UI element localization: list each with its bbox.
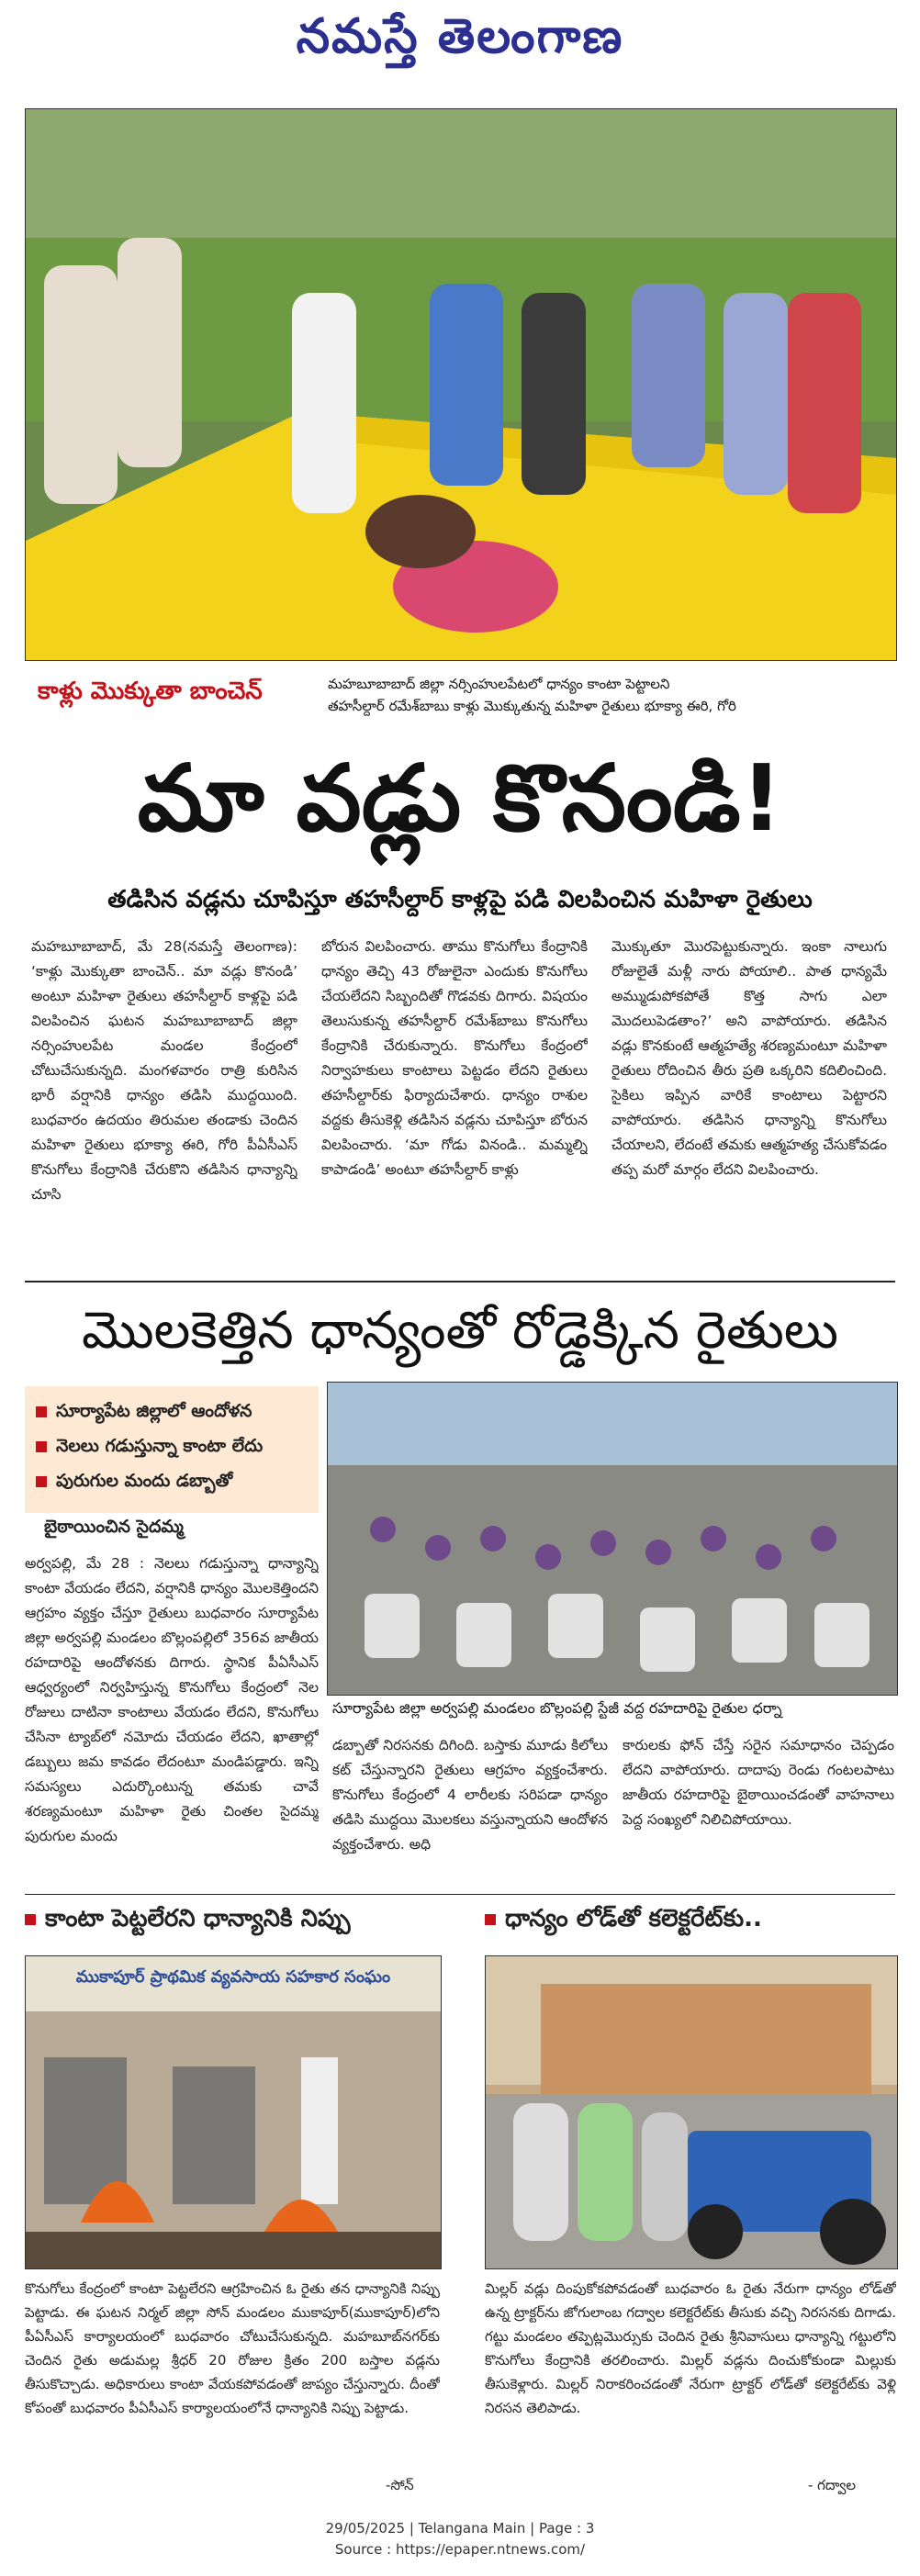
bottom-right-heading bbox=[485, 1905, 896, 1938]
top-col-1: మహబూబాబాద్, మే 28(నమస్తే తెలంగాణ): ‘కాళ్లు మొక్కుతా బాంచెన్.. మా వడ్లు కొనండి’ అంటూ మహిళా రైతులు తహసీల్దార్ కాళ్లపై పడి విలపించిన ఘటన మహబూబాబాద్ జిల్లా నర్సింహులపేట మండల కేంద్రంలో చోటుచేసుకున్నది. మంగళవారం రాత్రి కురిసిన భారీ వర్షానికి ధాన్యం తడిసి ముద్దయింది. బుధవారం ఉదయం తిరుమల తండాకు చెందిన మహిళా రైతులు భూక్యా ఈరి, గోరి పీఏసీఎస్ కొనుగోలు కేంద్రానికి చేరుకొని తడిసిన ధాన్యాన్ని చూసి bbox=[31, 938, 297, 1203]
bullet-icon bbox=[36, 1406, 47, 1417]
bullet-icon bbox=[25, 1914, 36, 1925]
top-photo-caption bbox=[25, 668, 895, 723]
divider bbox=[25, 1894, 895, 1895]
fire-photo bbox=[25, 1955, 442, 2269]
middle-bullets-box bbox=[25, 1386, 319, 1513]
footer-date-line: 29/05/2025 | Telangana Main | Page : 3 bbox=[325, 2520, 595, 2537]
bottom-right-text: మిల్లర్ వడ్లు దింపుకోకపోవడంతో బుధవారం ఓ రైతు నేరుగా ధాన్యం లోడ్‌తో ఉన్న ట్రాక్టర్‌ను జోగులాంబ గద్వాల కలెక్టరేట్‌కు తీసుకు వచ్చి నిరసనకు దిగాడు. గట్టు మండలం తప్పెట్లమొర్సుకు చెందిన రైతు శ్రీనివాసులు ధాన్యాన్ని గట్టులోని కొనుగోలు కేంద్రానికి తరలించారు. మిల్లర్ వడ్లను దించుకోకుండా మిల్లుకు తీసుకెళ్లారు. మిల్లర్ నిరాకరించడంతో నేరుగా ట్రాక్టర్ లోడ్‌తో కలెక్టరేట్‌కు వెళ్లి నిరసన తెలిపాడు. bbox=[485, 2280, 896, 2416]
masthead-title: నమస్తే తెలంగాణ bbox=[296, 8, 624, 64]
main-headline: మా వడ్లు కొనండి! bbox=[137, 745, 783, 852]
footer-source: Source : https://epaper.ntnews.com/ bbox=[334, 2541, 586, 2558]
caption-line-1: మహబూబాబాద్ జిల్లా నర్సింహులపేటలో ధాన్యం కాంటా పెట్టాలని bbox=[328, 676, 670, 692]
bullet-text: నెలలు గడుస్తున్నా కాంటా లేదు bbox=[56, 1436, 264, 1456]
middle-left-col: అర్వపల్లి, మే 28 : నెలలు గడుస్తున్నా ధాన్యాన్ని కాంటా వేయడం లేదని, వర్షానికి ధాన్యం మొలకెత్తిందని ఆగ్రహం వ్యక్తం చేస్తూ రైతులు బుధవారం సూర్యాపేట జిల్లా అర్వపల్లి మండలం బొల్లంపల్లిలో 356వ జాతీయ రహదారిపై ఆందోళనకు దిగారు. స్థానిక పీఏసీఎస్ ఆధ్వర్యంలో నిర్వహిస్తున్న కొనుగోలు కేంద్రంలో నెల రోజులు దాటినా కాంటాలు వేయడం లేదని, కొనుగోలు చేసినా ట్యాబ్‌లో నమోదు చేయడం లేదని, ఖాతాల్లో డబ్బులు జమ కావడం లేదంటూ మండిపడ్డారు. ఇన్ని సమస్యలు ఎదుర్కొంటున్న తమకు చావే శరణ్యమంటూ మహిళా రైతు చింతల సైదమ్మ పురుగుల మందు bbox=[25, 1555, 319, 1844]
bottom-left-heading bbox=[25, 1905, 447, 1938]
bottom-left-heading-text: కాంటా పెట్టలేరని ధాన్యానికి నిప్పు bbox=[45, 1905, 351, 1932]
top-col-3: మొక్కుతూ మొరపెట్టుకున్నారు. ఇంకా నాలుగు రోజులైతే మళ్లీ నారు పోయాలి.. పాత ధాన్యమే అమ్ముడుపోకపోతే కొత్త సాగు ఎలా మొదలుపెడతాం?’ అని వాపోయారు. తడిసిన వడ్లు కొనకుంటే ఆత్మహత్యే శరణ్యమంటూ మహిళా రైతులు రోదించిన తీరు ప్రతి ఒక్కరిని కదిలించింది. సైకిలు ఇప్పిన వారికే కాంటాలు పెట్టారని వాపోయారు. తడిసిన ధాన్యాన్ని కొనుగోలు చేయాలని, లేదంటే తమకు ఆత్మహత్య చేసుకోవడం తప్ప మరో మార్గం లేదని విలపించారు. bbox=[611, 938, 887, 1178]
bullet-icon bbox=[36, 1476, 47, 1487]
farmers-tarp-illustration bbox=[26, 109, 896, 660]
main-subhead: తడిసిన వడ్లను చూపిస్తూ తహసీల్దార్ కాళ్లపై పడి విలపించిన మహిళా రైతులు bbox=[107, 886, 813, 913]
bullet-icon bbox=[485, 1914, 496, 1925]
bottom-right-heading-text: ధాన్యం లోడ్‌తో కలెక్టరేట్‌కు.. bbox=[505, 1905, 762, 1932]
protest-photo bbox=[327, 1382, 898, 1696]
tractor-photo bbox=[485, 1955, 898, 2269]
bullet-item bbox=[36, 1428, 308, 1463]
masthead bbox=[0, 0, 920, 92]
building-sign: ముకాపూర్ ప్రాథమిక వ్యవసాయ సహకార సంఘం bbox=[75, 1967, 391, 1987]
bullet-item bbox=[36, 1463, 308, 1498]
protest-photo-caption: సూర్యాపేట జిల్లా అర్వపల్లి మండలం బొల్లంపల్లి స్టేజీ వద్ద రహదారిపై రైతుల ధర్నా bbox=[332, 1699, 782, 1717]
bottom-right-credit: - గద్వాల bbox=[808, 2477, 857, 2493]
top-photo bbox=[25, 108, 897, 661]
caption-tag: కాళ్లు మొక్కుతా బాంచెన్ bbox=[38, 678, 263, 705]
bullet-text: పురుగుల మందు డబ్బాతో bbox=[56, 1471, 233, 1491]
caption-line-2: తహసీల్దార్ రమేశ్‌బాబు కాళ్లు మొక్కుతున్న మహిళా రైతులు భూక్యా ఈరి, గోరి bbox=[328, 698, 736, 714]
road-protest-illustration bbox=[328, 1383, 897, 1695]
bullet-item bbox=[36, 1394, 308, 1428]
collectorate-tractor-illustration bbox=[486, 1956, 897, 2268]
divider bbox=[25, 1281, 895, 1282]
bullet-icon bbox=[36, 1441, 47, 1452]
bottom-left-text: కొనుగోలు కేంద్రంలో కాంటా పెట్టలేరని ఆగ్రహించిన ఓ రైతు తన ధాన్యానికి నిప్పు పెట్టాడు. ఈ ఘటన నిర్మల్ జిల్లా సోన్ మండలం ముకాపూర్(ముకాపూర్)లోని పీఏసీఎస్ కార్యాలయంలో బుధవారం చోటుచేసుకున్నది. మహబూబ్‌నగర్‌కు చెందిన రైతు అడుమల్ల శ్రీధర్ 20 రోజుల క్రితం 200 బస్తాల వడ్లను తీసుకొచ్చాడు. అధికారులు కాంటా వేయకపోవడంతో జాప్యం చేస్తున్నారు. దీంతో కోపంతో బుధవారం పీఏసీఎస్ కార్యాలయంలోనే ధాన్యానికి నిప్పు పెట్టాడు. bbox=[25, 2280, 440, 2416]
top-col-2: బోరున విలపించారు. తాము కొనుగోలు కేంద్రానికి ధాన్యం తెచ్చి 43 రోజులైనా ఎందుకు కొనుగోలు చేయలేదని సిబ్బందితో గొడవకు దిగారు. విషయం తెలుసుకున్న తహసీల్దార్ రమేశ్‌బాబు కొనుగోలు కేంద్రానికి చేరుకున్నారు. కొనుగోలు కేంద్రంలో నిర్వాహకులు కాంటాలు పెట్టడం లేదని రైతులు తహసీల్దార్‌కు ఫిర్యాదుచేశారు. ధాన్యం రాశుల వద్దకు తీసుకెళ్లి తడిసిన వడ్లను చూపిస్తూ బోరున విలపించారు. ‘మా గోడు వినండి.. మమ్మల్ని కాపాడండి’ అంటూ తహసీల్దార్ కాళ్లు bbox=[321, 938, 588, 1178]
bullet-text: సూర్యాపేట జిల్లాలో ఆందోళన bbox=[56, 1401, 252, 1421]
middle-headline: మొలకెత్తిన ధాన్యంతో రోడ్డెక్కిన రైతులు bbox=[82, 1301, 838, 1361]
middle-col-2: డబ్బాతో నిరసనకు దిగింది. బస్తాకు మూడు కిలోలు కట్ చేస్తున్నారని రైతులు ఆగ్రహం వ్యక్తంచేశారు. కొనుగోలు కేంద్రంలో 4 లారీలకు సరిపడా ధాన్యం తడిసి ముద్దయి మొలకలు వస్తున్నాయని ఆందోళన వ్యక్తంచేశారు. అధి bbox=[332, 1737, 608, 1853]
bottom-left-credit: -సోన్ bbox=[386, 2477, 414, 2493]
burning-building-illustration bbox=[26, 1956, 441, 2268]
bullet-tail: బైఠాయించిన సైదమ్మ bbox=[44, 1517, 184, 1537]
middle-col-3: కారులకు ఫోన్ చేస్తే సరైన సమాధానం చెప్పడం లేదని వాపోయారు. దాదాపు రెండు గంటలపాటు జాతీయ రహదారిపై బైఠాయించడంతో వాహనాలు పెద్ద సంఖ్యలో నిలిచిపోయాయి. bbox=[623, 1737, 894, 1828]
